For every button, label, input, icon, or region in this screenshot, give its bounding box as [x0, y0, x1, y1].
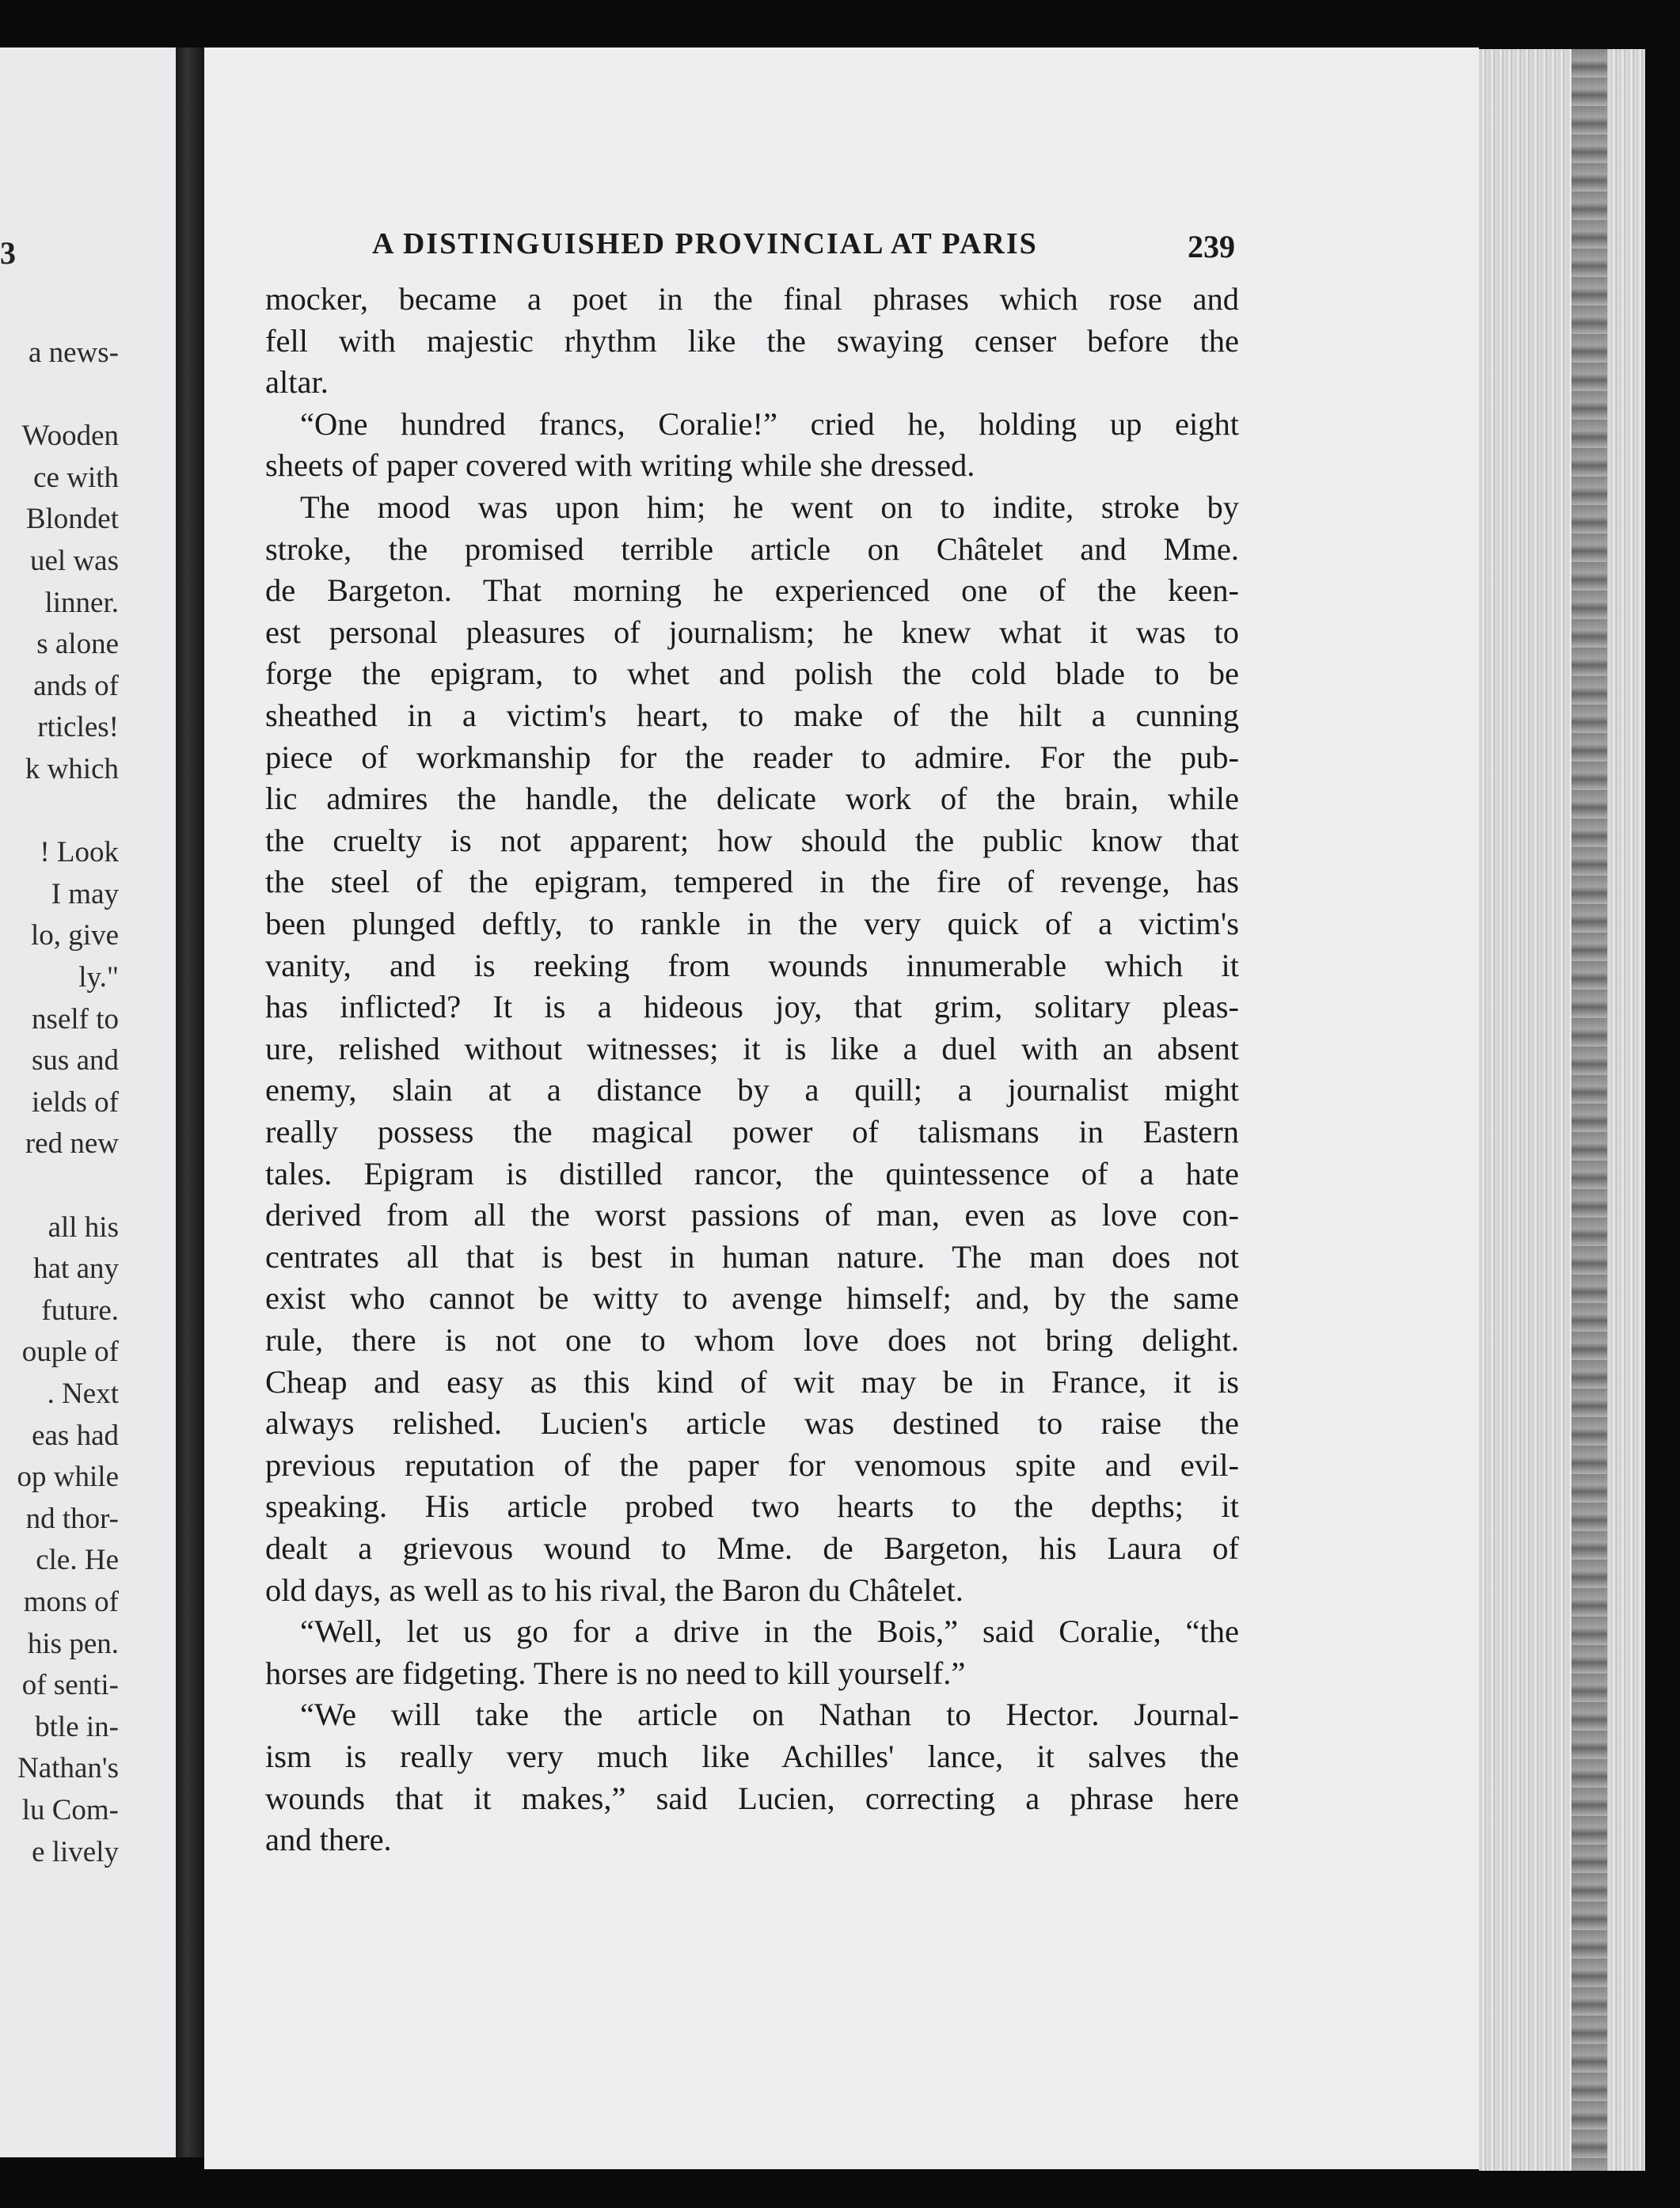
text-line: rule, there is not one to whom love does not bring delight.: [265, 1322, 1239, 1358]
left-page-line: rticles!: [37, 711, 119, 744]
text-line: always relished. Lucien's article was destined to raise the: [265, 1405, 1239, 1442]
left-page-line: ields of: [32, 1085, 119, 1119]
left-page-fragment: 3: [0, 235, 16, 271]
text-line: really possess the magical power of talismans in Eastern: [265, 1114, 1239, 1150]
text-line: mocker, became a poet in the final phrases which rose and: [265, 281, 1239, 317]
left-page-line: op while: [17, 1461, 119, 1494]
left-page-line: eas had: [32, 1419, 119, 1452]
left-page-line: s alone: [36, 628, 119, 661]
text-line: piece of workmanship for the reader to admire. For the pub-: [265, 739, 1239, 775]
left-page-line: k which: [25, 753, 119, 785]
text-line: speaking. His article probed two hearts to the depths; it: [265, 1488, 1239, 1525]
left-page-line: red new: [25, 1127, 119, 1161]
left-page-line: Wooden: [21, 420, 119, 453]
text-line: stroke, the promised terrible article on Châtelet and Mme.: [265, 530, 1239, 567]
text-line: Cheap and easy as this kind of wit may be in France, it is: [265, 1363, 1239, 1400]
text-line: de Bargeton. That morning he experienced one of the keen-: [265, 572, 1239, 609]
text-line: forge the epigram, to whet and polish the cold blade to be: [265, 656, 1239, 692]
text-line: “One hundred francs, Coralie!” cried he, holding up eight: [300, 405, 1239, 442]
left-page-line: ly.": [78, 961, 119, 994]
left-page-line: Nathan's: [17, 1752, 119, 1785]
text-line: horses are fidgeting. There is no need to kill yourself.”: [265, 1655, 966, 1691]
left-page-line: lo, give: [31, 919, 119, 952]
running-header: A DISTINGUISHED PROVINCIAL AT PARIS: [372, 227, 1038, 260]
text-line: been plunged deftly, to rankle in the very quick of a victim's: [265, 906, 1239, 941]
page-number: 239: [1188, 229, 1235, 264]
left-page-line: a news-: [28, 336, 119, 369]
left-page-line: ce with: [33, 461, 119, 494]
text-line: the steel of the epigram, tempered in the fire of revenge, has: [265, 864, 1239, 900]
text-line: and there.: [265, 1822, 392, 1858]
left-page-line: nd thor-: [25, 1502, 119, 1535]
page-edges: [1479, 49, 1645, 2171]
text-line: altar.: [265, 364, 329, 401]
text-line: old days, as well as to his rival, the Baron du Châtelet.: [265, 1571, 964, 1608]
left-page-line: his pen.: [27, 1627, 119, 1660]
left-page-line: Blondet: [25, 503, 119, 536]
text-line: vanity, and is reeking from wounds innumerable which it: [265, 947, 1239, 983]
text-line: The mood was upon him; he went on to indite, stroke by: [300, 489, 1239, 525]
left-page-line: ! Look: [40, 836, 119, 869]
text-line: dealt a grievous wound to Mme. de Bargeton, his Laura of: [265, 1530, 1239, 1566]
left-page-line: uel was: [30, 545, 119, 577]
left-page-line: mons of: [23, 1586, 119, 1618]
left-page-line: sus and: [32, 1044, 119, 1077]
left-page-line: lu Com-: [21, 1794, 119, 1826]
text-line: the cruelty is not apparent; how should the public know that: [265, 822, 1239, 858]
left-page-line: I may: [51, 877, 119, 910]
text-line: fell with majestic rhythm like the swaying censer before the: [265, 322, 1239, 359]
text-line: sheathed in a victim's heart, to make of the hilt a cunning: [265, 697, 1239, 733]
text-line: exist who cannot be witty to avenge himself; and, by the same: [265, 1280, 1239, 1317]
left-page-line: e lively: [32, 1835, 119, 1868]
left-page-line: ands of: [33, 669, 119, 702]
text-line: previous reputation of the paper for venomous spite and evil-: [265, 1446, 1239, 1483]
text-line: ure, relished without witnesses; it is like a duel with an absent: [265, 1030, 1239, 1066]
left-page-line: cle. He: [36, 1544, 119, 1577]
text-line: derived from all the worst passions of man, even as love con-: [265, 1197, 1239, 1233]
page-edges-shadow: [1572, 49, 1607, 2171]
text-line: est personal pleasures of journalism; he knew what it was to: [265, 614, 1239, 650]
left-page-line: . Next: [47, 1378, 119, 1410]
left-page-line: nself to: [32, 1002, 119, 1036]
left-page-line: of senti-: [21, 1669, 119, 1702]
book-gutter: [176, 48, 204, 2157]
left-page-line: linner.: [44, 586, 119, 619]
text-line: lic admires the handle, the delicate work of the brain, while: [265, 781, 1239, 817]
text-line: wounds that it makes,” said Lucien, correcting a phrase here: [265, 1780, 1239, 1816]
left-page-line: ouple of: [21, 1336, 119, 1369]
left-page-line: all his: [48, 1210, 119, 1244]
text-line: “Well, let us go for a drive in the Bois,” said Coralie, “the: [300, 1613, 1239, 1650]
text-line: has inflicted? It is a hideous joy, that grim, solitary pleas-: [265, 989, 1239, 1025]
left-page: [0, 48, 176, 2157]
text-line: enemy, slain at a distance by a quill; a journalist might: [265, 1072, 1239, 1108]
text-line: ism is really very much like Achilles' lance, it salves the: [265, 1739, 1239, 1774]
left-page-line: btle in-: [35, 1710, 119, 1743]
left-page-line: hat any: [33, 1252, 119, 1286]
left-page-line: future.: [41, 1294, 119, 1327]
text-line: centrates all that is best in human nature. The man does not: [265, 1238, 1239, 1275]
text-line: tales. Epigram is distilled rancor, the quintessence of a hate: [265, 1155, 1239, 1191]
text-line: “We will take the article on Nathan to Hector. Journal-: [300, 1697, 1239, 1733]
text-line: sheets of paper covered with writing while she dressed.: [265, 447, 975, 484]
